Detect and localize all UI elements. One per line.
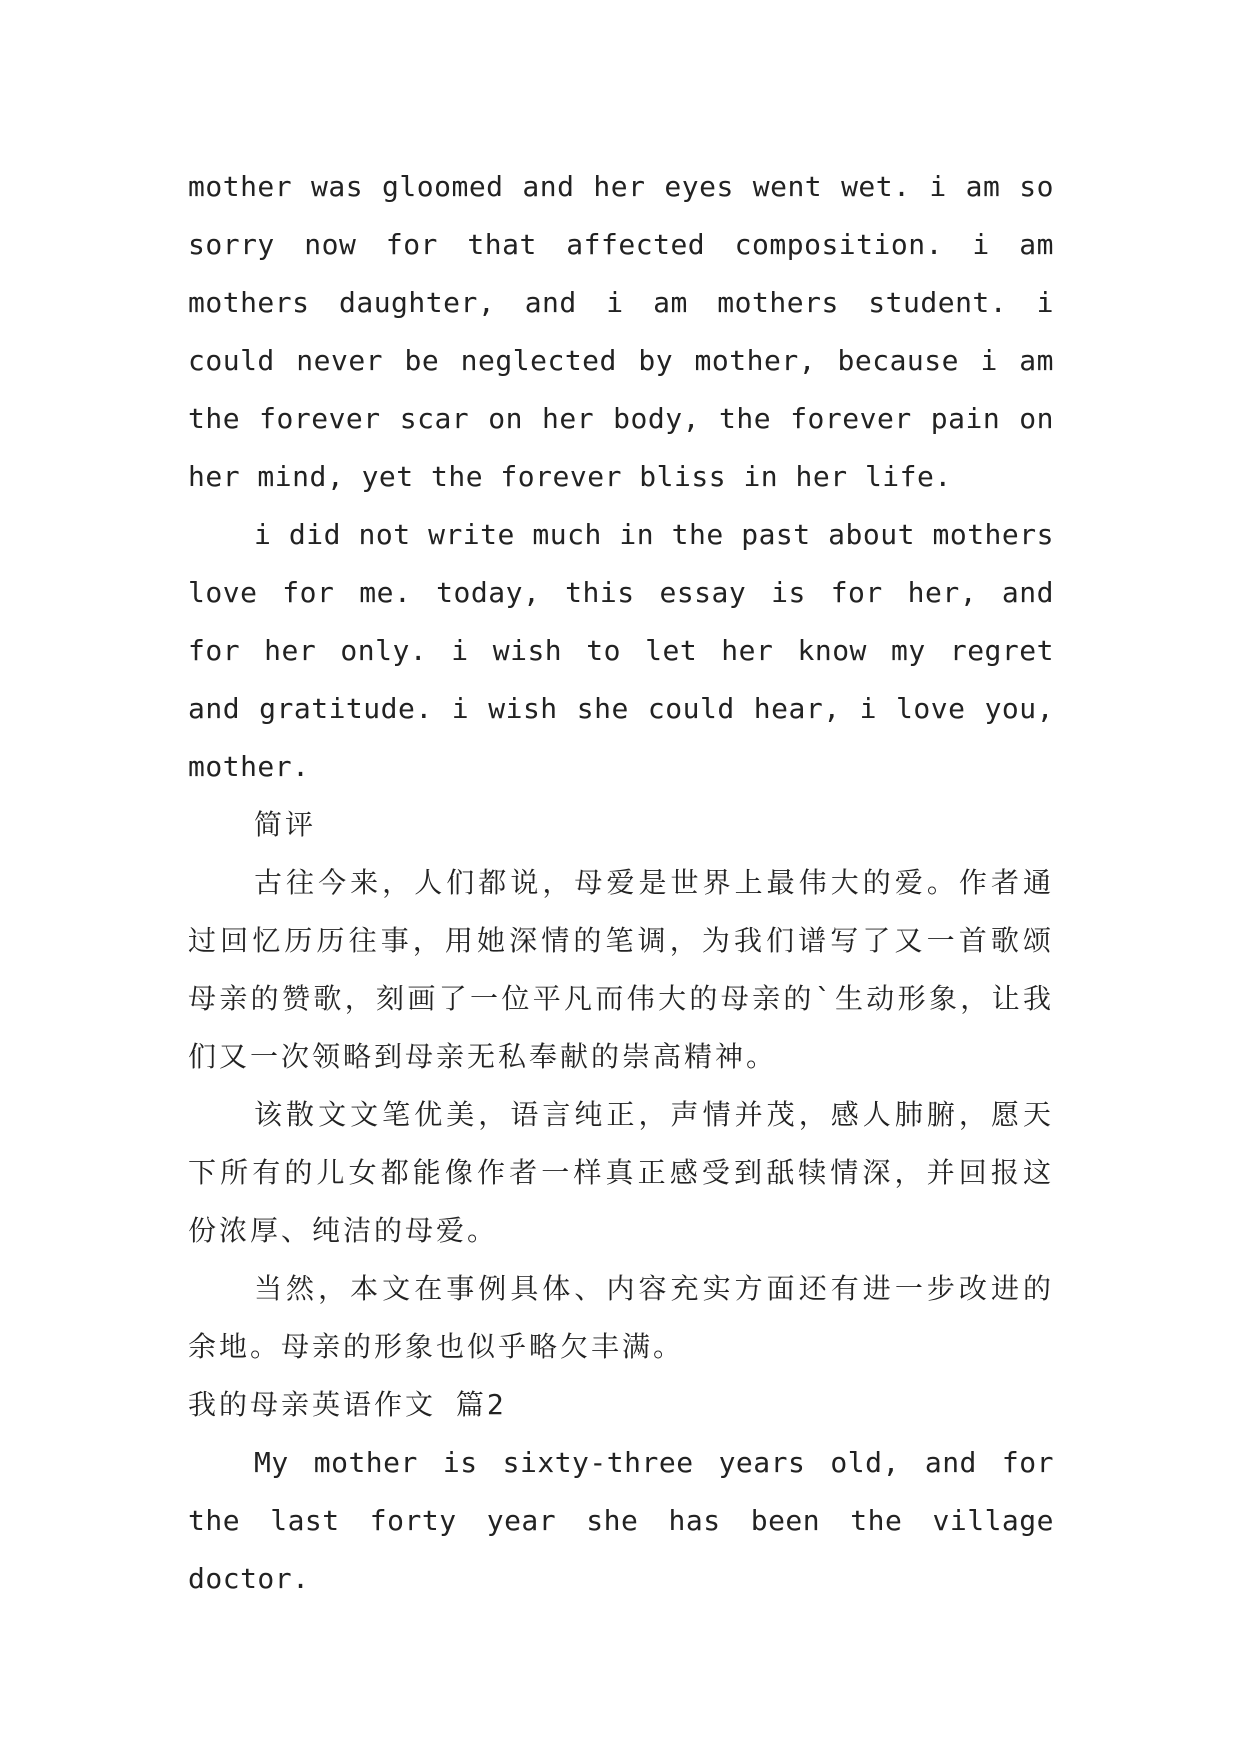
comment-paragraph-3: 当然，本文在事例具体、内容充实方面还有进一步改进的余地。母亲的形象也似乎略欠丰满。 (188, 1272, 1054, 1363)
document-body (188, 158, 1054, 1608)
paragraph-did-not-write: i did not write much in the past about mothers love for me. today, this essay is for her, and for her only. i wish to let her know my regret and gratitude. i wish she could hear, i love you, mother. (188, 518, 1054, 783)
comment-paragraph-1: 古往今来，人们都说，母爱是世界上最伟大的爱。作者通过回忆历历往事，用她深情的笔调，为我们谱写了又一首歌颂母亲的赞歌，刻画了一位平凡而伟大的母亲的`生动形象，让我们又一次领略到母亲无私奉献的崇高精神。 (188, 866, 1054, 1073)
comment-heading: 简评 (254, 808, 317, 841)
paragraph-mother-gloomed: mother was gloomed and her eyes went wet. i am so sorry now for that affected composition. i am mothers daughter, and i am mothers student. i could never be neglected by mother, because i am the forever scar on her body, the forever pain on her mind, yet the forever bliss in her life. (188, 170, 1054, 493)
paragraph-my-mother: My mother is sixty-three years old, and for the last forty year she has been the village doctor. (188, 1446, 1054, 1595)
section-title: 我的母亲英语作文 篇2 (188, 1388, 507, 1421)
comment-paragraph-2: 该散文文笔优美，语言纯正，声情并茂，感人肺腑，愿天下所有的儿女都能像作者一样真正感受到舐犊情深，并回报这份浓厚、纯洁的母爱。 (188, 1098, 1054, 1247)
